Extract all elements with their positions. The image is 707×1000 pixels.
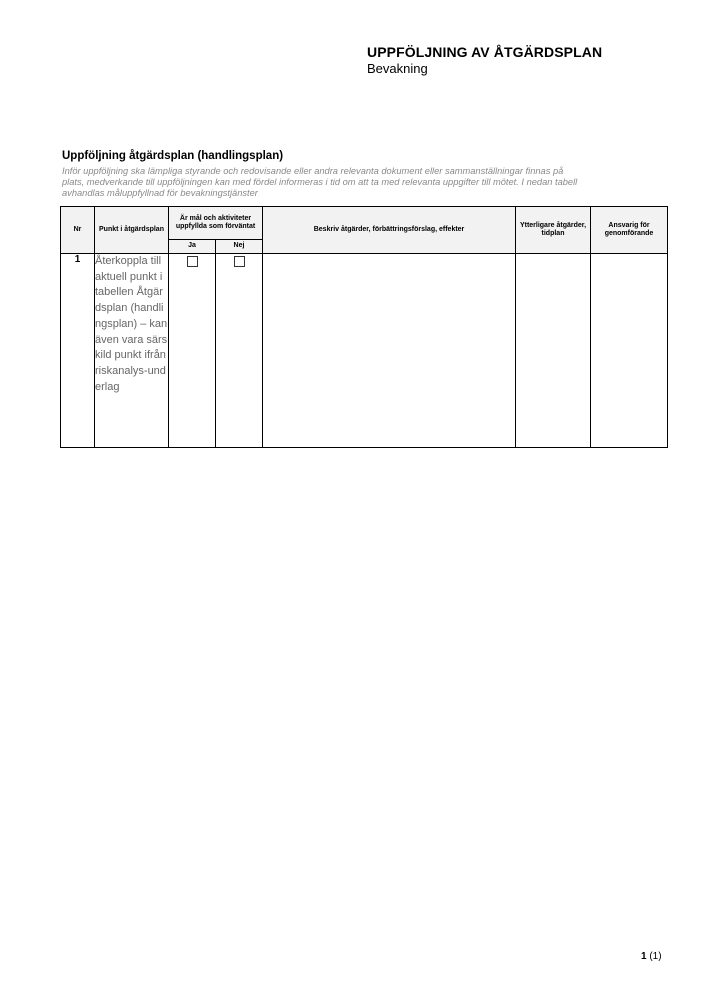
header-further-actions: Ytterligare åtgärder, tidplan [516,207,591,254]
ja-cell [169,254,216,448]
header-ja: Ja [169,240,216,254]
instructions-line: avhandlas måluppfyllnad för bevakningstjänster [62,188,258,198]
page-total: (1) [649,951,662,962]
table-header-row [61,207,668,240]
header-nej: Nej [216,240,263,254]
page-current: 1 [641,951,647,962]
page-number [641,951,662,962]
header-goal-fulfilled: Är mål och aktiviteter uppfyllda som förväntat [169,207,263,240]
table-row [61,254,668,448]
header-nr: Nr [61,207,95,254]
nej-checkbox[interactable] [234,256,245,267]
section-title: Uppföljning åtgärdsplan (handlingsplan) [62,150,284,162]
document-subtitle: Bevakning [367,61,428,76]
header-punkt: Punkt i åtgärdsplan [95,207,169,254]
row-number: 1 [61,254,95,448]
instructions-text [62,166,667,199]
responsible-cell[interactable] [591,254,668,448]
ja-checkbox[interactable] [187,256,198,267]
document-title: UPPFÖLJNING AV ÅTGÄRDSPLAN [367,44,603,60]
header-responsible: Ansvarig för genomförande [591,207,668,254]
instructions-line: Inför uppföljning ska lämpliga styrande och redovisande eller andra relevanta dokument eller sammanställningar finnas på [62,166,564,176]
instructions-line: plats, medverkande till uppföljningen kan med fördel informeras i tid om att ta med relevanta uppgifter till mötet. I nedan tabell [62,177,578,187]
header-describe: Beskriv åtgärder, förbättringsförslag, effekter [263,207,516,254]
document-header [367,44,602,76]
describe-cell[interactable] [263,254,516,448]
further-actions-cell[interactable] [516,254,591,448]
follow-up-table [60,206,668,448]
nej-cell [216,254,263,448]
punkt-cell[interactable]: Återkoppla till aktuell punkt i tabellen Åtgärdsplan (handlingsplan) – kan även vara särskild punkt ifrån riskanalys-underlag [95,254,169,448]
